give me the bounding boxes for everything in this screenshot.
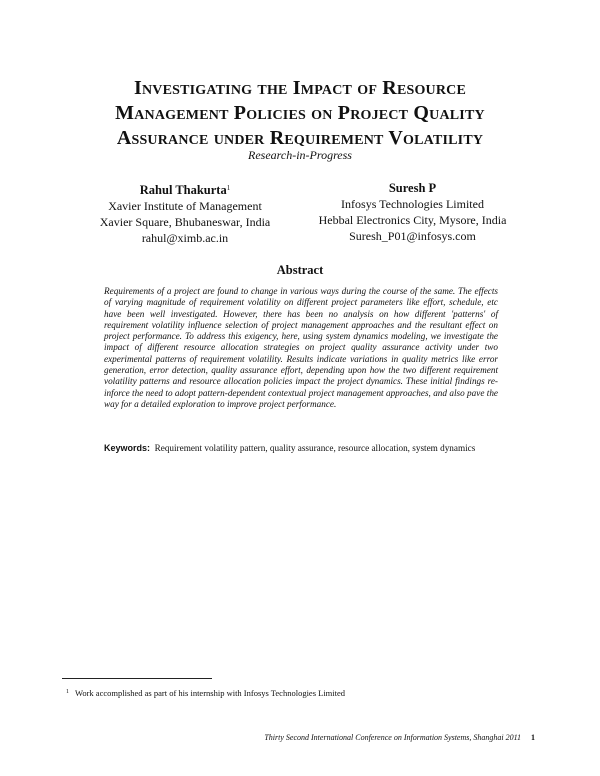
- author-block-2: [300, 180, 525, 244]
- keywords: [104, 443, 498, 455]
- author-footnote-mark: 1: [226, 184, 231, 192]
- abstract-heading: Abstract: [276, 263, 324, 277]
- page-number: 1: [531, 733, 535, 742]
- paper-title: [40, 76, 560, 151]
- title-line-1: Investigating the Impact of Resource: [133, 77, 467, 99]
- author-affiliation-1: Xavier Institute of Management: [108, 199, 262, 213]
- paper-subtitle: Research-in-Progress: [248, 148, 352, 162]
- keywords-text: Requirement volatility pattern, quality assurance, resource allocation, system dynamics: [154, 443, 476, 453]
- title-line-3: Assurance under Requirement Volatility: [116, 127, 484, 149]
- author-email-2: Suresh_P01@infosys.com: [349, 229, 476, 243]
- footnote: [66, 688, 546, 698]
- author-block-1: [70, 180, 300, 246]
- author-email-1: rahul@ximb.ac.in: [141, 231, 229, 245]
- author-address-1: Xavier Square, Bhubaneswar, India: [99, 215, 271, 229]
- author-name-2: Suresh P: [388, 181, 437, 195]
- title-line-2: Management Policies on Project Quality: [115, 102, 485, 124]
- page-footer: [190, 733, 535, 742]
- footnote-divider: [62, 678, 212, 679]
- author-address-2: Hebbal Electronics City, Mysore, India: [318, 213, 507, 227]
- footnote-text: Work accomplished as part of his internship with Infosys Technologies Limited: [75, 688, 346, 698]
- footer-conference: Thirty Second International Conference on Information Systems, Shanghai 2011: [264, 733, 521, 742]
- footnote-mark: 1: [66, 689, 69, 695]
- abstract-body: Requirements of a project are found to change in various ways during the course of the same. The effects of varying magnitude of requirement volatility on different project parameters like effort, schedule, etc have been well investigated. However, there has been no analysis on how different 'patterns' of requirement volatility influence selection of project management approaches and the resultant effect on project performance. To address this exigency, here, using system dynamics modeling, we investigate the impact of different resource allocation strategies on project quality assurance activity under two experimental patterns of requirement volatility. Results indicate variations in quality metrics like error generation, error detection, quality assurance effort, depending upon how the two different requirement volatility patterns and resource allocation policies impact the project dynamics. These initial findings re-inforce the need to adopt pattern-dependent contextual project management approaches, and also pave the way for a detailed exploration to improve project performance.: [104, 286, 498, 409]
- keywords-label: Keywords:: [104, 443, 151, 453]
- author-name-1: Rahul Thakurta$^1$: [139, 183, 231, 197]
- author-affiliation-2: Infosys Technologies Limited: [341, 197, 484, 211]
